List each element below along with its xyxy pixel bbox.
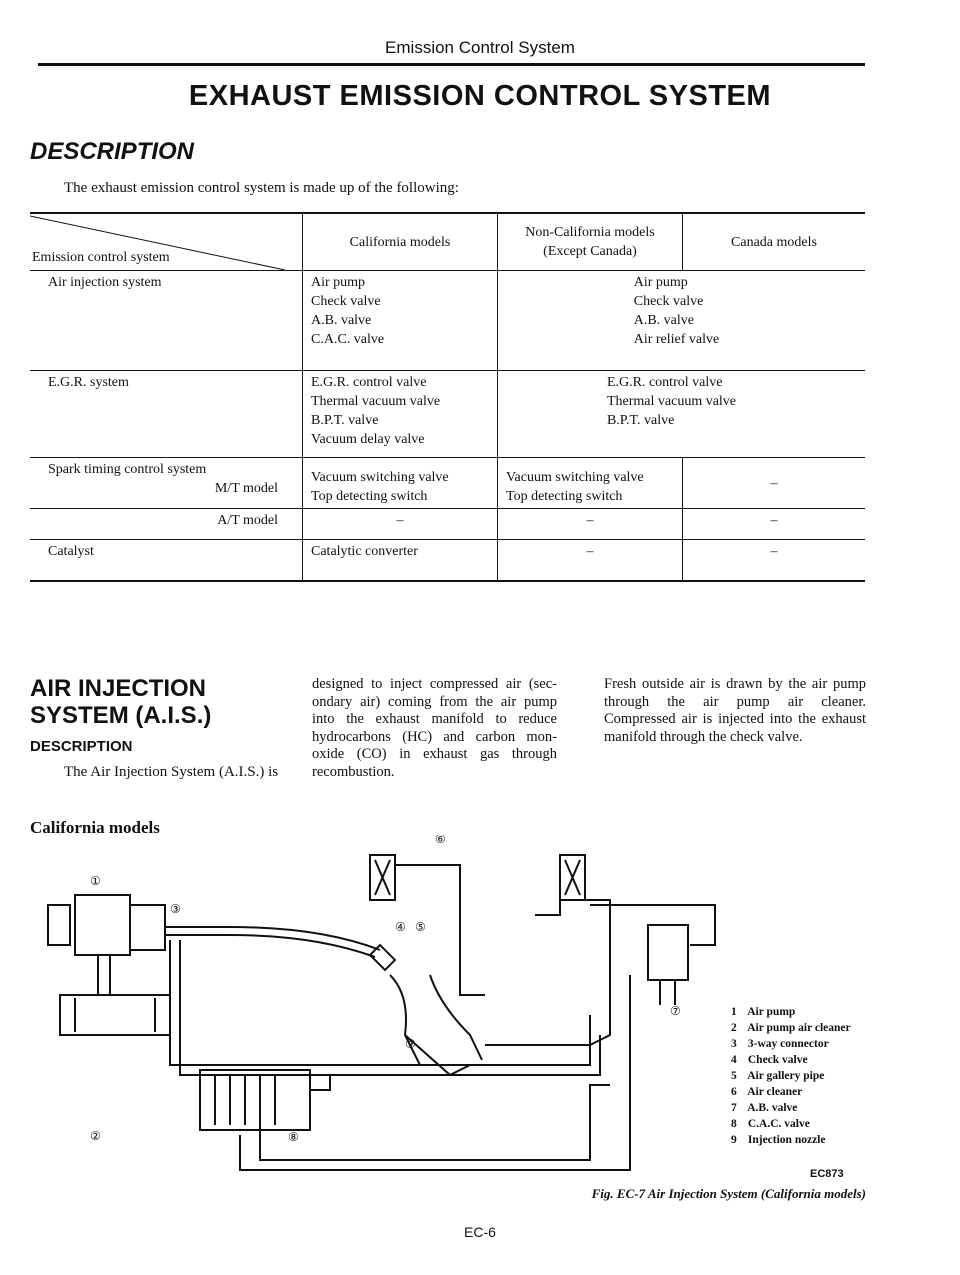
spark-mt-canada: – (683, 458, 866, 509)
callout-8: ⑧ (288, 1130, 299, 1144)
air-california-list: Air pump Check valve A.B. valve C.A.C. valve (303, 271, 498, 371)
ais-paragraph-col3: Fresh outside air is drawn by the air pump through the air pump air cleaner. Compressed air is injected into the exhaust manifold through the check valve. (604, 676, 866, 745)
row-label: Catalyst (30, 540, 303, 582)
table-row-air-injection (30, 271, 865, 371)
ais-subheading: DESCRIPTION (30, 738, 133, 755)
row-label-at: A/T model (30, 509, 303, 540)
table-row-spark-mt (30, 458, 865, 509)
page-number: EC-6 (464, 1224, 496, 1240)
figure-code: EC873 (810, 1168, 844, 1180)
figure-legend (731, 1004, 851, 1148)
air-other-list: Air pump Check valve A.B. valve Air relief valve (498, 271, 866, 371)
callout-3: ③ (170, 902, 181, 916)
running-header: Emission Control System (385, 38, 575, 57)
header-noncalifornia: Non-California models (Except Canada) (498, 213, 683, 271)
emission-system-table (30, 212, 865, 582)
header-canada: Canada models (683, 213, 866, 271)
legend-item: 1 Air pump (731, 1006, 796, 1018)
catalyst-california: Catalytic converter (303, 540, 498, 582)
cac-valve (200, 1070, 310, 1130)
legend-item: 8 C.A.C. valve (731, 1118, 810, 1130)
callout-5: ⑤ (415, 920, 426, 934)
legend-item: 9 Injection nozzle (731, 1134, 826, 1146)
callout-1: ① (90, 874, 101, 888)
callout-4: ④ (395, 920, 406, 934)
ais-paragraph-start: The Air Injection System (A.I.S.) is (64, 764, 279, 780)
air-pump-cleaner (60, 995, 170, 1035)
row-label: Air injection system (48, 275, 162, 290)
table-corner-cell (30, 213, 303, 271)
spark-mt-california: Vacuum switching valve Top detecting switch (303, 458, 498, 509)
air-pump-body (75, 895, 130, 955)
catalyst-canada: – (683, 540, 866, 582)
callout-6: ⑥ (435, 835, 446, 846)
egr-other-list: E.G.R. control valve Thermal vacuum valve B.P.T. valve (498, 371, 866, 458)
spark-at-noncal: – (498, 509, 683, 540)
legend-item: 7 A.B. valve (731, 1102, 798, 1114)
air-injection-diagram (30, 835, 720, 1175)
legend-item: 2 Air pump air cleaner (731, 1022, 851, 1034)
row-label-spark: Spark timing control system M/T model (30, 458, 303, 509)
row-label: E.G.R. system (30, 371, 303, 458)
header-rule (38, 63, 865, 66)
page-title: EXHAUST EMISSION CONTROL SYSTEM (188, 80, 772, 112)
table-header-row (30, 213, 865, 271)
ais-heading: AIR INJECTION SYSTEM (A.I.S.) (30, 675, 212, 729)
spark-at-california: – (303, 509, 498, 540)
ab-valve (648, 925, 688, 980)
spark-mt-noncal: Vacuum switching valve Top detecting switch (498, 458, 683, 509)
california-heading: California models (30, 818, 160, 837)
air-pump-pulley (48, 905, 70, 945)
legend-item: 3 3-way connector (731, 1038, 829, 1050)
egr-california-list: E.G.R. control valve Thermal vacuum valve B.P.T. valve Vacuum delay valve (303, 371, 498, 458)
catalyst-noncal: – (498, 540, 683, 582)
legend-item: 4 Check valve (731, 1054, 808, 1066)
legend-item: 5 Air gallery pipe (731, 1070, 825, 1082)
corner-label: Emission control system (32, 250, 170, 265)
spark-at-canada: – (683, 509, 866, 540)
table-row-catalyst (30, 540, 865, 582)
table-row-egr (30, 371, 865, 458)
callout-9: ⑨ (405, 1037, 416, 1051)
description-heading: DESCRIPTION (30, 138, 195, 165)
legend-item: 6 Air cleaner (731, 1086, 803, 1098)
header-california: California models (303, 213, 498, 271)
callout-7: ⑦ (670, 1004, 681, 1018)
ais-paragraph-col2: designed to inject compressed air (sec- ondary air) coming from the air pump into the exhaust manifold to reduce hydrocarbons (HC) and carbon mon- oxide (CO) in exhaust gas through recombustion. (312, 676, 557, 780)
table-row-spark-at (30, 509, 865, 540)
description-intro: The exhaust emission control system is made up of the following: (64, 180, 459, 196)
callout-2: ② (90, 1129, 101, 1143)
figure-caption: Fig. EC-7 Air Injection System (California models) (591, 1186, 866, 1201)
